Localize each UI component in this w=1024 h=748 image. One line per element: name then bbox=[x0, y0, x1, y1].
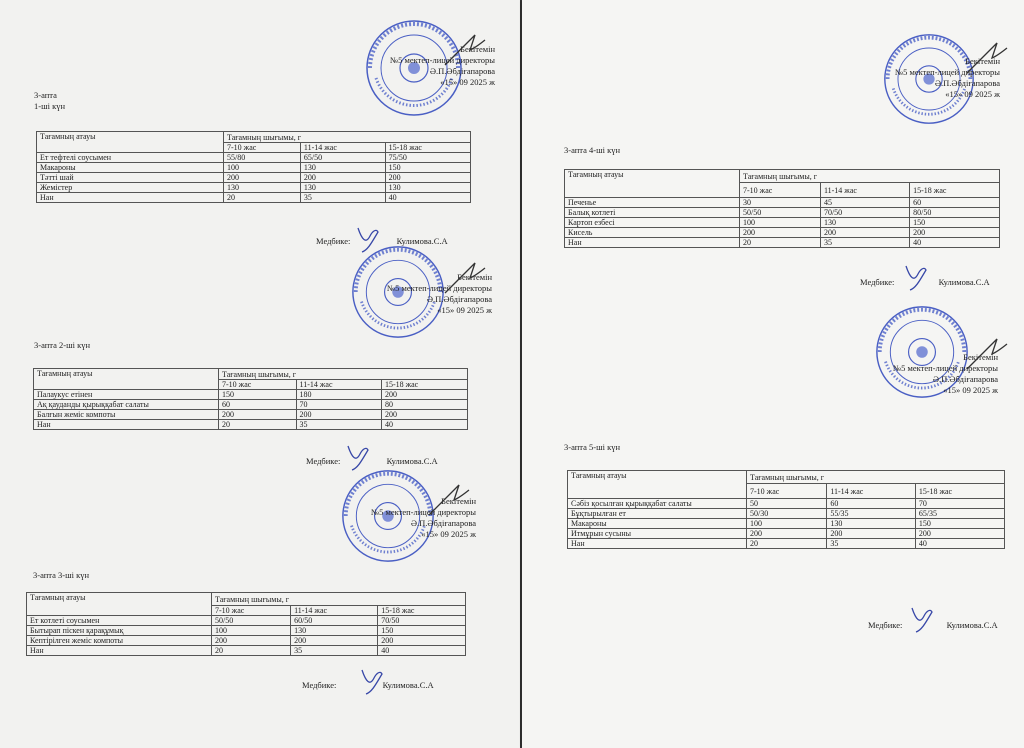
cell: Тәтті шай bbox=[37, 173, 224, 183]
cell: 100 bbox=[224, 163, 301, 173]
approval-date-day: «15» bbox=[437, 305, 455, 315]
approval-role: №5 мектеп-лицей директоры bbox=[386, 283, 492, 293]
nurse-label: Медбике: bbox=[302, 680, 337, 690]
nurse-label: Медбике: bbox=[306, 456, 341, 466]
cell: Нан bbox=[37, 193, 224, 203]
nurse-signature-icon bbox=[906, 602, 940, 636]
approval-name: Ә.П.Әбдіғапарова bbox=[426, 294, 492, 304]
cell: 200 bbox=[740, 228, 821, 238]
cell: 50/50 bbox=[212, 616, 291, 626]
header-yield-col: Тағамның шығымы, г bbox=[747, 471, 1005, 484]
cell: Кисель bbox=[565, 228, 740, 238]
day-1-title: 1-ші күн bbox=[34, 101, 66, 111]
approval-date bbox=[360, 305, 492, 316]
cell: 65/35 bbox=[915, 509, 1004, 519]
cell: 80 bbox=[381, 400, 467, 410]
approval-title: Бекітемін bbox=[963, 352, 998, 362]
cell: 20 bbox=[219, 420, 297, 430]
header-name-col: Тағамның атауы bbox=[568, 471, 747, 499]
cell: 200 bbox=[300, 173, 385, 183]
header-age: 15-18 жас bbox=[910, 183, 1000, 198]
header-age: 7-10 жас bbox=[219, 380, 297, 390]
cell: 60 bbox=[910, 198, 1000, 208]
approval-date bbox=[360, 77, 495, 88]
cell: 130 bbox=[827, 519, 916, 529]
header-yield-col: Тағамның шығымы, г bbox=[740, 170, 1000, 183]
table-row bbox=[565, 198, 1000, 208]
cell: 100 bbox=[747, 519, 827, 529]
director-signature-icon bbox=[962, 334, 1012, 374]
cell: 60/50 bbox=[291, 616, 378, 626]
cell: 40 bbox=[910, 238, 1000, 248]
cell: 20 bbox=[212, 646, 291, 656]
cell: 200 bbox=[747, 529, 827, 539]
approval-date-year: 2025 ж bbox=[975, 89, 1000, 99]
cell: 130 bbox=[300, 163, 385, 173]
header-age: 15-18 жас bbox=[381, 380, 467, 390]
header-age: 15-18 жас bbox=[378, 606, 466, 616]
approval-date-day: «15» bbox=[440, 77, 458, 87]
cell: 70/50 bbox=[378, 616, 466, 626]
header-name-col: Тағамның атауы bbox=[37, 132, 224, 153]
approval-date bbox=[350, 529, 476, 540]
cell: 200 bbox=[915, 529, 1004, 539]
cell: 130 bbox=[291, 626, 378, 636]
header-age: 7-10 жас bbox=[212, 606, 291, 616]
cell: 40 bbox=[915, 539, 1004, 549]
approval-date bbox=[872, 89, 1000, 100]
approval-date-month: 09 bbox=[964, 89, 973, 99]
cell: 100 bbox=[212, 626, 291, 636]
cell: Картоп езбесі bbox=[565, 218, 740, 228]
cell: 200 bbox=[820, 228, 909, 238]
cell: Нан bbox=[565, 238, 740, 248]
table-row bbox=[34, 390, 468, 400]
cell: 40 bbox=[385, 193, 470, 203]
approval-title: Бекітемін bbox=[965, 56, 1000, 66]
cell: Итмұрын сусыны bbox=[568, 529, 747, 539]
table-row bbox=[37, 183, 471, 193]
cell: 200 bbox=[224, 173, 301, 183]
nurse-name: Кулимова.С.А bbox=[946, 620, 998, 630]
cell: 200 bbox=[296, 410, 381, 420]
table-row bbox=[568, 529, 1005, 539]
cell: Балық котлеті bbox=[565, 208, 740, 218]
day-5-title: 3-апта 5-ші күн bbox=[564, 442, 621, 452]
table-row bbox=[27, 646, 466, 656]
table-row bbox=[568, 519, 1005, 529]
approval-date bbox=[872, 385, 998, 396]
cell: 20 bbox=[740, 238, 821, 248]
cell: 65/50 bbox=[300, 153, 385, 163]
cell: 180 bbox=[296, 390, 381, 400]
approval-date-day: «15» bbox=[421, 529, 439, 539]
cell: 20 bbox=[747, 539, 827, 549]
header-age: 15-18 жас bbox=[385, 143, 470, 153]
cell: 50/30 bbox=[747, 509, 827, 519]
table-header-row bbox=[27, 593, 466, 606]
cell: Кептірілген жеміс компоты bbox=[27, 636, 212, 646]
menu-table-day-5 bbox=[567, 470, 1005, 549]
cell: 70 bbox=[296, 400, 381, 410]
cell: 80/50 bbox=[910, 208, 1000, 218]
cell: 100 bbox=[740, 218, 821, 228]
cell: 200 bbox=[291, 636, 378, 646]
cell: Балғын жеміс компоты bbox=[34, 410, 219, 420]
cell: Ет тефтелі соусымен bbox=[37, 153, 224, 163]
cell: 200 bbox=[219, 410, 297, 420]
header-age: 11-14 жас bbox=[300, 143, 385, 153]
header-yield-col: Тағамның шығымы, г bbox=[212, 593, 466, 606]
table-row bbox=[37, 193, 471, 203]
cell: 200 bbox=[827, 529, 916, 539]
header-age: 11-14 жас bbox=[296, 380, 381, 390]
cell: 35 bbox=[296, 420, 381, 430]
cell: Нан bbox=[568, 539, 747, 549]
approval-role: №5 мектеп-лицей директоры bbox=[389, 55, 495, 65]
cell: Палаукус етінен bbox=[34, 390, 219, 400]
header-yield-col: Тағамның шығымы, г bbox=[224, 132, 471, 143]
approval-name: Ә.П.Әбдіғапарова bbox=[410, 518, 476, 528]
cell: Нан bbox=[27, 646, 212, 656]
nurse-name: Кулимова.С.А bbox=[382, 680, 434, 690]
approval-date-month: 09 bbox=[459, 77, 468, 87]
nurse-label: Медбике: bbox=[860, 277, 895, 287]
approval-date-year: 2025 ж bbox=[973, 385, 998, 395]
table-row bbox=[37, 173, 471, 183]
approval-name: Ә.П.Әбдіғапарова bbox=[429, 66, 495, 76]
cell: Сәбіз қосылған қырыққабат салаты bbox=[568, 499, 747, 509]
cell: 200 bbox=[385, 173, 470, 183]
cell: 35 bbox=[827, 539, 916, 549]
header-name-col: Тағамның атауы bbox=[27, 593, 212, 616]
cell: 70/50 bbox=[820, 208, 909, 218]
header-name-col: Тағамның атауы bbox=[565, 170, 740, 198]
cell: Печенье bbox=[565, 198, 740, 208]
cell: 130 bbox=[820, 218, 909, 228]
table-row bbox=[27, 616, 466, 626]
header-age: 7-10 жас bbox=[747, 484, 827, 499]
cell: Бұқтырылған ет bbox=[568, 509, 747, 519]
table-row bbox=[34, 420, 468, 430]
approval-date-month: 09 bbox=[456, 305, 465, 315]
director-signature-icon bbox=[440, 30, 490, 70]
cell: 40 bbox=[378, 646, 466, 656]
nurse-signature-icon bbox=[900, 260, 934, 294]
nurse-name: Кулимова.С.А bbox=[386, 456, 438, 466]
director-signature-icon bbox=[424, 480, 474, 520]
header-age: 11-14 жас bbox=[291, 606, 378, 616]
cell: 40 bbox=[381, 420, 467, 430]
table-header-row bbox=[565, 170, 1000, 183]
cell: 200 bbox=[212, 636, 291, 646]
cell: 45 bbox=[820, 198, 909, 208]
cell: 130 bbox=[224, 183, 301, 193]
cell: 150 bbox=[378, 626, 466, 636]
header-age: 15-18 жас bbox=[915, 484, 1004, 499]
approval-title: Бекітемін bbox=[441, 496, 476, 506]
header-age: 11-14 жас bbox=[827, 484, 916, 499]
table-header-row bbox=[568, 471, 1005, 484]
approval-date-year: 2025 ж bbox=[451, 529, 476, 539]
cell: Макароны bbox=[37, 163, 224, 173]
menu-table-day-1 bbox=[36, 131, 471, 203]
cell: 20 bbox=[224, 193, 301, 203]
cell: 50 bbox=[747, 499, 827, 509]
cell: 35 bbox=[291, 646, 378, 656]
cell: 150 bbox=[910, 218, 1000, 228]
approval-date-day: «15» bbox=[943, 385, 961, 395]
cell: 150 bbox=[219, 390, 297, 400]
approval-name: Ә.П.Әбдіғапарова bbox=[934, 78, 1000, 88]
day-3-title: 3-апта 3-ші күн bbox=[33, 570, 90, 580]
cell: Бытырап піскен қарақұмық bbox=[27, 626, 212, 636]
table-row bbox=[565, 238, 1000, 248]
cell: 75/50 bbox=[385, 153, 470, 163]
cell: 200 bbox=[910, 228, 1000, 238]
header-yield-col: Тағамның шығымы, г bbox=[219, 369, 468, 380]
cell: Ақ қауданды қырыққабат салаты bbox=[34, 400, 219, 410]
approval-date-day: «15» bbox=[945, 89, 963, 99]
table-header-row bbox=[34, 369, 468, 380]
table-row bbox=[568, 539, 1005, 549]
nurse-signature-icon bbox=[356, 664, 390, 698]
cell: Нан bbox=[34, 420, 219, 430]
cell: Жемістер bbox=[37, 183, 224, 193]
approval-name: Ә.П.Әбдіғапарова bbox=[932, 374, 998, 384]
cell: 70 bbox=[915, 499, 1004, 509]
cell: 150 bbox=[385, 163, 470, 173]
cell: Макароны bbox=[568, 519, 747, 529]
menu-table-day-2 bbox=[33, 368, 468, 430]
cell: 35 bbox=[300, 193, 385, 203]
approval-role: №5 мектеп-лицей директоры bbox=[894, 67, 1000, 77]
approval-date-year: 2025 ж bbox=[470, 77, 495, 87]
cell: 60 bbox=[219, 400, 297, 410]
cell: Ет котлеті соусымен bbox=[27, 616, 212, 626]
table-row bbox=[27, 636, 466, 646]
nurse-name: Кулимова.С.А bbox=[938, 277, 990, 287]
approval-role: №5 мектеп-лицей директоры bbox=[892, 363, 998, 373]
header-age: 11-14 жас bbox=[820, 183, 909, 198]
nurse-label: Медбике: bbox=[316, 236, 351, 246]
table-row bbox=[37, 153, 471, 163]
cell: 60 bbox=[827, 499, 916, 509]
approval-title: Бекітемін bbox=[460, 44, 495, 54]
table-header-row bbox=[37, 132, 471, 143]
cell: 30 bbox=[740, 198, 821, 208]
approval-title: Бекітемін bbox=[457, 272, 492, 282]
page-right bbox=[522, 0, 1024, 748]
day-2-title: 3-апта 2-ші күн bbox=[34, 340, 91, 350]
approval-date-month: 09 bbox=[962, 385, 971, 395]
cell: 150 bbox=[915, 519, 1004, 529]
cell: 35 bbox=[820, 238, 909, 248]
cell: 50/50 bbox=[740, 208, 821, 218]
table-row bbox=[27, 626, 466, 636]
header-name-col: Тағамның атауы bbox=[34, 369, 219, 390]
table-row bbox=[34, 410, 468, 420]
cell: 200 bbox=[381, 390, 467, 400]
table-row bbox=[568, 499, 1005, 509]
header-age: 7-10 жас bbox=[740, 183, 821, 198]
director-signature-icon bbox=[962, 38, 1012, 78]
director-signature-icon bbox=[440, 258, 490, 298]
table-row bbox=[37, 163, 471, 173]
menu-table-day-3 bbox=[26, 592, 466, 656]
cell: 55/35 bbox=[827, 509, 916, 519]
approval-role: №5 мектеп-лицей директоры bbox=[370, 507, 476, 517]
nurse-label: Медбике: bbox=[868, 620, 903, 630]
cell: 200 bbox=[381, 410, 467, 420]
cell: 130 bbox=[300, 183, 385, 193]
table-row bbox=[34, 400, 468, 410]
approval-date-year: 2025 ж bbox=[467, 305, 492, 315]
table-row bbox=[565, 228, 1000, 238]
table-row bbox=[568, 509, 1005, 519]
cell: 200 bbox=[378, 636, 466, 646]
menu-table-day-4 bbox=[564, 169, 1000, 248]
table-row bbox=[565, 218, 1000, 228]
day-4-title: 3-апта 4-ші күн bbox=[564, 145, 621, 155]
week-label: 3-апта bbox=[34, 90, 57, 100]
cell: 130 bbox=[385, 183, 470, 193]
table-row bbox=[565, 208, 1000, 218]
nurse-name: Кулимова.С.А bbox=[396, 236, 448, 246]
approval-date-month: 09 bbox=[440, 529, 449, 539]
header-age: 7-10 жас bbox=[224, 143, 301, 153]
cell: 55/80 bbox=[224, 153, 301, 163]
